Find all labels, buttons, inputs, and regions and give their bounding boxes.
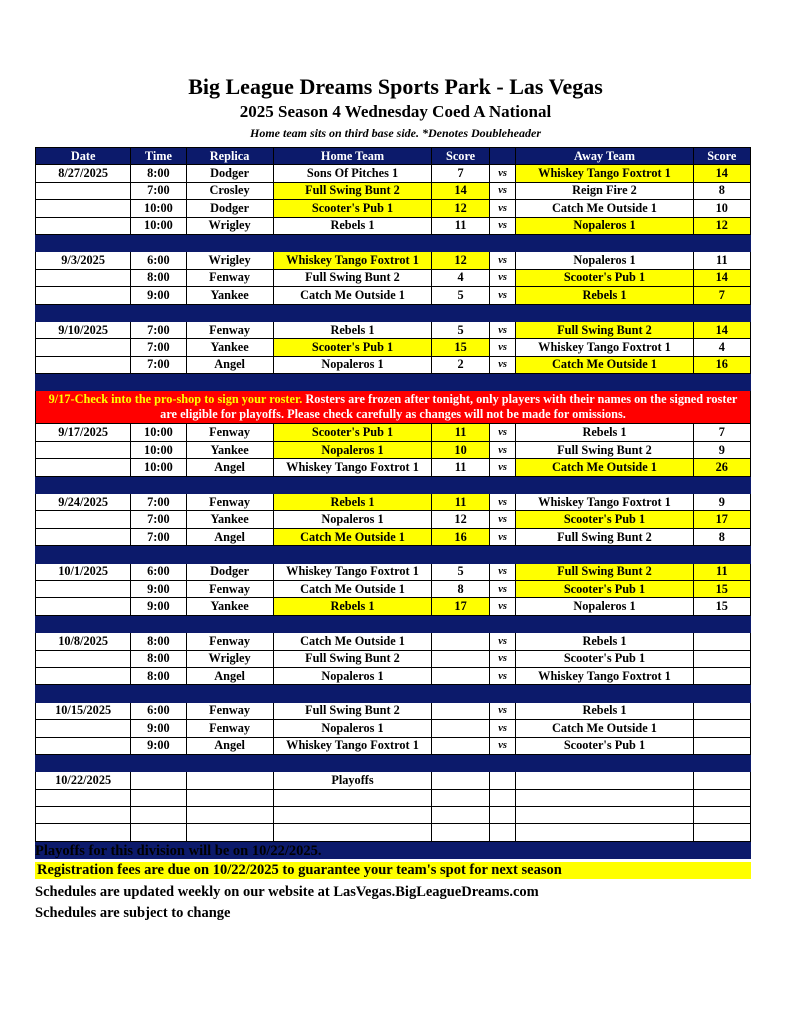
- away-score-cell: [693, 772, 750, 789]
- separator-bar: [36, 304, 751, 321]
- date-cell: [36, 287, 131, 304]
- home-team-cell: Rebels 1: [273, 598, 432, 615]
- time-cell: 7:00: [131, 339, 186, 356]
- game-row: [36, 598, 751, 615]
- game-row: [36, 182, 751, 199]
- game-row: [36, 511, 751, 528]
- col-header-away-team: Away Team: [516, 148, 693, 165]
- home-team-cell: Nopaleros 1: [273, 356, 432, 373]
- game-row: [36, 494, 751, 511]
- home-team-cell: Catch Me Outside 1: [273, 287, 432, 304]
- replica-cell: Fenway: [186, 269, 273, 286]
- date-cell: [36, 598, 131, 615]
- away-team-cell: Whiskey Tango Foxtrot 1: [516, 667, 693, 684]
- date-cell: 9/10/2025: [36, 321, 131, 338]
- time-cell: 8:00: [131, 165, 186, 182]
- vs-cell: vs: [489, 321, 516, 338]
- date-cell: 9/17/2025: [36, 424, 131, 441]
- replica-cell: Wrigley: [186, 650, 273, 667]
- replica-cell: [186, 807, 273, 824]
- game-row: [36, 807, 751, 824]
- away-score-cell: 9: [693, 494, 750, 511]
- home-team-cell: Rebels 1: [273, 217, 432, 234]
- game-row: [36, 563, 751, 580]
- playoffs-note: Playoffs for this division will be on 10/22/2025.: [35, 843, 322, 859]
- away-team-cell: [516, 772, 693, 789]
- away-team-cell: Whiskey Tango Foxtrot 1: [516, 339, 693, 356]
- away-score-cell: [693, 789, 750, 806]
- vs-cell: vs: [489, 441, 516, 458]
- date-cell: 10/1/2025: [36, 563, 131, 580]
- home-score-cell: 14: [432, 182, 489, 199]
- date-cell: [36, 667, 131, 684]
- home-team-cell: Scooter's Pub 1: [273, 200, 432, 217]
- separator-bar: [36, 476, 751, 493]
- time-cell: 9:00: [131, 287, 186, 304]
- home-score-cell: 5: [432, 563, 489, 580]
- time-cell: 8:00: [131, 633, 186, 650]
- away-score-cell: 15: [693, 598, 750, 615]
- replica-cell: Yankee: [186, 339, 273, 356]
- away-score-cell: 7: [693, 424, 750, 441]
- separator-bar: [36, 615, 751, 632]
- time-cell: [131, 807, 186, 824]
- time-cell: 10:00: [131, 217, 186, 234]
- replica-cell: Angel: [186, 528, 273, 545]
- home-score-cell: 2: [432, 356, 489, 373]
- home-team-cell: Rebels 1: [273, 494, 432, 511]
- away-score-cell: 14: [693, 165, 750, 182]
- time-cell: 7:00: [131, 494, 186, 511]
- vs-cell: vs: [489, 598, 516, 615]
- away-team-cell: Rebels 1: [516, 702, 693, 719]
- time-cell: 8:00: [131, 269, 186, 286]
- home-team-cell: Whiskey Tango Foxtrot 1: [273, 737, 432, 754]
- home-team-cell: Full Swing Bunt 2: [273, 650, 432, 667]
- replica-cell: Fenway: [186, 720, 273, 737]
- home-team-cell: [273, 789, 432, 806]
- roster-notice-row: [36, 391, 751, 424]
- week-separator: [36, 546, 751, 563]
- away-score-cell: [693, 702, 750, 719]
- time-cell: 9:00: [131, 580, 186, 597]
- date-cell: [36, 339, 131, 356]
- home-team-cell: [273, 807, 432, 824]
- date-cell: [36, 789, 131, 806]
- home-score-cell: [432, 650, 489, 667]
- vs-cell: vs: [489, 702, 516, 719]
- away-team-cell: Nopaleros 1: [516, 252, 693, 269]
- week-separator: [36, 685, 751, 702]
- away-team-cell: Rebels 1: [516, 424, 693, 441]
- date-cell: [36, 737, 131, 754]
- separator-bar: [36, 685, 751, 702]
- vs-cell: [489, 772, 516, 789]
- away-score-cell: 15: [693, 580, 750, 597]
- home-team-cell: Whiskey Tango Foxtrot 1: [273, 459, 432, 476]
- replica-cell: Fenway: [186, 321, 273, 338]
- col-header-away-score: Score: [693, 148, 750, 165]
- home-team-cell: Full Swing Bunt 2: [273, 182, 432, 199]
- away-score-cell: [693, 720, 750, 737]
- replica-cell: Dodger: [186, 563, 273, 580]
- home-team-cell: Rebels 1: [273, 321, 432, 338]
- separator-bar: [36, 374, 751, 391]
- date-cell: 9/24/2025: [36, 494, 131, 511]
- away-score-cell: 14: [693, 269, 750, 286]
- replica-cell: Dodger: [186, 165, 273, 182]
- time-cell: 6:00: [131, 252, 186, 269]
- replica-cell: Yankee: [186, 598, 273, 615]
- col-header-time: Time: [131, 148, 186, 165]
- away-team-cell: Full Swing Bunt 2: [516, 321, 693, 338]
- replica-cell: Fenway: [186, 633, 273, 650]
- replica-cell: Angel: [186, 356, 273, 373]
- away-score-cell: 17: [693, 511, 750, 528]
- away-team-cell: Scooter's Pub 1: [516, 580, 693, 597]
- schedule-table: [35, 147, 751, 859]
- vs-cell: vs: [489, 339, 516, 356]
- home-score-cell: [432, 667, 489, 684]
- date-cell: [36, 356, 131, 373]
- time-cell: 9:00: [131, 598, 186, 615]
- home-score-cell: 12: [432, 200, 489, 217]
- home-score-cell: 10: [432, 441, 489, 458]
- time-cell: 7:00: [131, 321, 186, 338]
- separator-bar: [36, 754, 751, 771]
- week-separator: [36, 615, 751, 632]
- home-score-cell: [432, 720, 489, 737]
- time-cell: 7:00: [131, 511, 186, 528]
- vs-cell: vs: [489, 650, 516, 667]
- date-cell: 9/3/2025: [36, 252, 131, 269]
- away-score-cell: [693, 824, 750, 841]
- vs-cell: [489, 824, 516, 841]
- away-team-cell: [516, 807, 693, 824]
- replica-cell: Fenway: [186, 702, 273, 719]
- home-score-cell: 7: [432, 165, 489, 182]
- separator-bar: [36, 234, 751, 251]
- game-row: [36, 356, 751, 373]
- game-row: [36, 824, 751, 841]
- date-cell: 10/8/2025: [36, 633, 131, 650]
- home-team-cell: Whiskey Tango Foxtrot 1: [273, 563, 432, 580]
- away-team-cell: Scooter's Pub 1: [516, 269, 693, 286]
- time-cell: 8:00: [131, 650, 186, 667]
- time-cell: 10:00: [131, 424, 186, 441]
- replica-cell: Angel: [186, 667, 273, 684]
- vs-cell: vs: [489, 459, 516, 476]
- away-score-cell: 10: [693, 200, 750, 217]
- game-row: [36, 321, 751, 338]
- away-score-cell: [693, 737, 750, 754]
- time-cell: [131, 789, 186, 806]
- vs-cell: vs: [489, 217, 516, 234]
- vs-cell: vs: [489, 737, 516, 754]
- home-score-cell: [432, 633, 489, 650]
- game-row: [36, 650, 751, 667]
- game-row: [36, 339, 751, 356]
- replica-cell: Angel: [186, 459, 273, 476]
- away-team-cell: Catch Me Outside 1: [516, 356, 693, 373]
- away-team-cell: Nopaleros 1: [516, 598, 693, 615]
- subject-to-change-note: Schedules are subject to change: [35, 905, 231, 921]
- date-cell: [36, 200, 131, 217]
- home-score-cell: 5: [432, 287, 489, 304]
- game-row: [36, 580, 751, 597]
- vs-cell: vs: [489, 200, 516, 217]
- game-row: [36, 165, 751, 182]
- home-score-cell: [432, 737, 489, 754]
- home-team-cell: Scooter's Pub 1: [273, 339, 432, 356]
- col-header-vs: [489, 148, 516, 165]
- time-cell: 8:00: [131, 667, 186, 684]
- away-score-cell: 9: [693, 441, 750, 458]
- home-score-cell: [432, 789, 489, 806]
- time-cell: 10:00: [131, 200, 186, 217]
- vs-cell: vs: [489, 563, 516, 580]
- home-team-cell: Playoffs: [273, 772, 432, 789]
- game-row: [36, 720, 751, 737]
- home-score-cell: 16: [432, 528, 489, 545]
- vs-cell: vs: [489, 633, 516, 650]
- time-cell: 10:00: [131, 441, 186, 458]
- away-score-cell: [693, 807, 750, 824]
- col-header-replica: Replica: [186, 148, 273, 165]
- time-cell: 6:00: [131, 563, 186, 580]
- roster-notice: [36, 391, 751, 424]
- replica-cell: Yankee: [186, 441, 273, 458]
- replica-cell: Fenway: [186, 580, 273, 597]
- away-score-cell: [693, 667, 750, 684]
- away-score-cell: 12: [693, 217, 750, 234]
- replica-cell: Angel: [186, 737, 273, 754]
- vs-cell: vs: [489, 252, 516, 269]
- vs-cell: [489, 789, 516, 806]
- away-score-cell: 26: [693, 459, 750, 476]
- vs-cell: vs: [489, 667, 516, 684]
- game-row: [36, 633, 751, 650]
- home-team-cell: Full Swing Bunt 2: [273, 269, 432, 286]
- home-score-cell: [432, 807, 489, 824]
- game-row: [36, 528, 751, 545]
- time-cell: 7:00: [131, 182, 186, 199]
- vs-cell: vs: [489, 580, 516, 597]
- game-row: [36, 737, 751, 754]
- game-row: [36, 667, 751, 684]
- date-cell: [36, 459, 131, 476]
- replica-cell: [186, 772, 273, 789]
- registration-note: Registration fees are due on 10/22/2025 to guarantee your team's spot for next season: [35, 862, 751, 879]
- away-team-cell: Full Swing Bunt 2: [516, 563, 693, 580]
- time-cell: 9:00: [131, 720, 186, 737]
- home-team-cell: Whiskey Tango Foxtrot 1: [273, 252, 432, 269]
- home-team-cell: [273, 824, 432, 841]
- date-cell: [36, 441, 131, 458]
- date-cell: [36, 807, 131, 824]
- away-team-cell: Scooter's Pub 1: [516, 650, 693, 667]
- home-team-cell: Catch Me Outside 1: [273, 633, 432, 650]
- week-separator: [36, 374, 751, 391]
- replica-cell: Wrigley: [186, 252, 273, 269]
- home-score-cell: 12: [432, 252, 489, 269]
- away-team-cell: [516, 789, 693, 806]
- away-score-cell: 8: [693, 528, 750, 545]
- vs-cell: vs: [489, 356, 516, 373]
- date-cell: [36, 511, 131, 528]
- away-score-cell: [693, 633, 750, 650]
- game-row: [36, 441, 751, 458]
- table-header-row: [36, 148, 751, 165]
- game-row: [36, 459, 751, 476]
- game-row: [36, 252, 751, 269]
- vs-cell: vs: [489, 269, 516, 286]
- replica-cell: Dodger: [186, 200, 273, 217]
- date-cell: [36, 650, 131, 667]
- away-team-cell: Catch Me Outside 1: [516, 200, 693, 217]
- home-team-cell: Sons Of Pitches 1: [273, 165, 432, 182]
- away-score-cell: [693, 650, 750, 667]
- date-cell: [36, 528, 131, 545]
- home-score-cell: 11: [432, 494, 489, 511]
- home-score-cell: 15: [432, 339, 489, 356]
- col-header-date: Date: [36, 148, 131, 165]
- away-team-cell: Scooter's Pub 1: [516, 737, 693, 754]
- game-row: [36, 772, 751, 789]
- separator-bar: [36, 546, 751, 563]
- home-team-cell: Catch Me Outside 1: [273, 528, 432, 545]
- home-team-cell: Scooter's Pub 1: [273, 424, 432, 441]
- away-team-cell: Whiskey Tango Foxtrot 1: [516, 165, 693, 182]
- page-title: Big League Dreams Sports Park - Las Vegas: [188, 74, 603, 99]
- away-score-cell: 7: [693, 287, 750, 304]
- home-score-cell: [432, 824, 489, 841]
- date-cell: [36, 824, 131, 841]
- date-cell: [36, 269, 131, 286]
- website-note: Schedules are updated weekly on our website at LasVegas.BigLeagueDreams.com: [35, 884, 539, 900]
- replica-cell: [186, 824, 273, 841]
- away-team-cell: Whiskey Tango Foxtrot 1: [516, 494, 693, 511]
- week-separator: [36, 754, 751, 771]
- replica-cell: Crosley: [186, 182, 273, 199]
- home-score-cell: [432, 702, 489, 719]
- home-score-cell: 17: [432, 598, 489, 615]
- home-score-cell: [432, 772, 489, 789]
- away-score-cell: 11: [693, 563, 750, 580]
- game-row: [36, 789, 751, 806]
- away-team-cell: Full Swing Bunt 2: [516, 441, 693, 458]
- vs-cell: vs: [489, 720, 516, 737]
- replica-cell: Fenway: [186, 494, 273, 511]
- home-team-cell: Nopaleros 1: [273, 720, 432, 737]
- home-team-note: Home team sits on third base side. *Denotes Doubleheader: [250, 126, 541, 140]
- away-score-cell: 4: [693, 339, 750, 356]
- time-cell: [131, 824, 186, 841]
- week-separator: [36, 234, 751, 251]
- date-cell: [36, 580, 131, 597]
- home-team-cell: Nopaleros 1: [273, 511, 432, 528]
- week-separator: [36, 304, 751, 321]
- away-score-cell: 14: [693, 321, 750, 338]
- away-team-cell: Rebels 1: [516, 633, 693, 650]
- roster-notice-lead: 9/17-Check into the pro-shop to sign your roster.: [48, 392, 303, 407]
- date-cell: 8/27/2025: [36, 165, 131, 182]
- col-header-home-team: Home Team: [273, 148, 432, 165]
- away-score-cell: 8: [693, 182, 750, 199]
- vs-cell: vs: [489, 287, 516, 304]
- time-cell: [131, 772, 186, 789]
- replica-cell: Wrigley: [186, 217, 273, 234]
- away-team-cell: [516, 824, 693, 841]
- home-score-cell: 12: [432, 511, 489, 528]
- vs-cell: vs: [489, 182, 516, 199]
- game-row: [36, 424, 751, 441]
- time-cell: 7:00: [131, 528, 186, 545]
- time-cell: 10:00: [131, 459, 186, 476]
- replica-cell: Yankee: [186, 511, 273, 528]
- away-team-cell: Full Swing Bunt 2: [516, 528, 693, 545]
- away-team-cell: Scooter's Pub 1: [516, 511, 693, 528]
- home-team-cell: Nopaleros 1: [273, 441, 432, 458]
- time-cell: 9:00: [131, 737, 186, 754]
- vs-cell: vs: [489, 511, 516, 528]
- vs-cell: vs: [489, 528, 516, 545]
- date-cell: 10/22/2025: [36, 772, 131, 789]
- col-header-home-score: Score: [432, 148, 489, 165]
- away-score-cell: 11: [693, 252, 750, 269]
- date-cell: [36, 720, 131, 737]
- date-cell: [36, 182, 131, 199]
- away-score-cell: 16: [693, 356, 750, 373]
- date-cell: 10/15/2025: [36, 702, 131, 719]
- page-subtitle: 2025 Season 4 Wednesday Coed A National: [239, 102, 552, 121]
- home-team-cell: Nopaleros 1: [273, 667, 432, 684]
- time-cell: 7:00: [131, 356, 186, 373]
- home-score-cell: 8: [432, 580, 489, 597]
- vs-cell: vs: [489, 165, 516, 182]
- game-row: [36, 702, 751, 719]
- away-team-cell: Rebels 1: [516, 287, 693, 304]
- home-score-cell: 11: [432, 217, 489, 234]
- replica-cell: [186, 789, 273, 806]
- home-team-cell: Full Swing Bunt 2: [273, 702, 432, 719]
- home-team-cell: Catch Me Outside 1: [273, 580, 432, 597]
- time-cell: 6:00: [131, 702, 186, 719]
- replica-cell: Fenway: [186, 424, 273, 441]
- replica-cell: Yankee: [186, 287, 273, 304]
- game-row: [36, 287, 751, 304]
- game-row: [36, 217, 751, 234]
- game-row: [36, 200, 751, 217]
- home-score-cell: 4: [432, 269, 489, 286]
- away-team-cell: Catch Me Outside 1: [516, 459, 693, 476]
- week-separator: [36, 476, 751, 493]
- home-score-cell: 5: [432, 321, 489, 338]
- vs-cell: vs: [489, 424, 516, 441]
- home-score-cell: 11: [432, 424, 489, 441]
- away-team-cell: Reign Fire 2: [516, 182, 693, 199]
- vs-cell: [489, 807, 516, 824]
- vs-cell: vs: [489, 494, 516, 511]
- game-row: [36, 269, 751, 286]
- roster-notice-text: Rosters are frozen after tonight, only players with their names on the signed roster are eligible for playoffs. Please check carefully as changes will not be made for omissions.: [160, 392, 738, 422]
- home-score-cell: 11: [432, 459, 489, 476]
- away-team-cell: Catch Me Outside 1: [516, 720, 693, 737]
- date-cell: [36, 217, 131, 234]
- away-team-cell: Nopaleros 1: [516, 217, 693, 234]
